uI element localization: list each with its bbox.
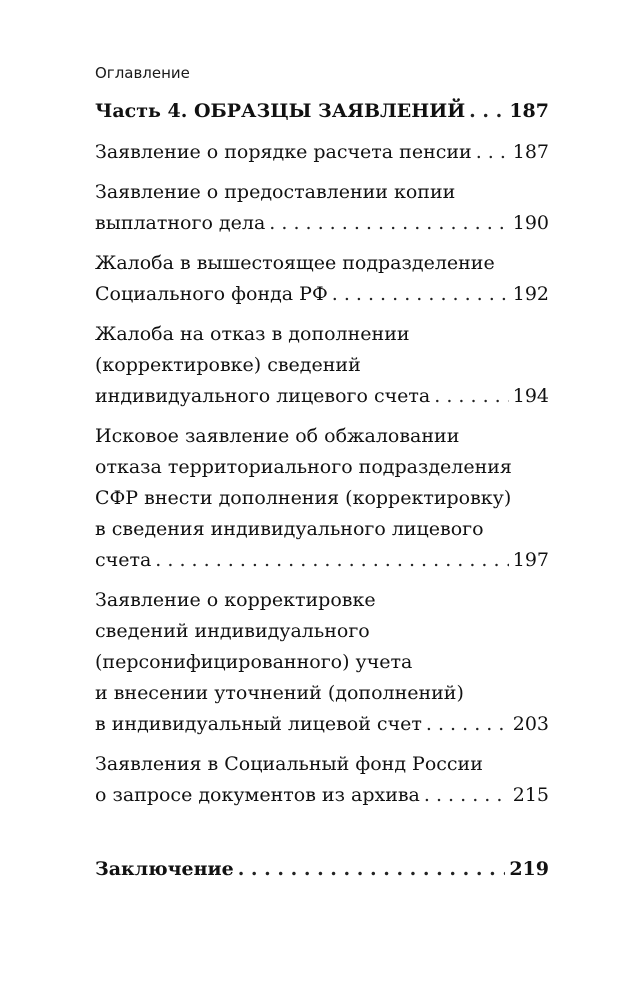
- toc-entry-last-line: [95, 137, 549, 168]
- toc-page-number: 197: [512, 549, 549, 571]
- toc-page-number: 190: [512, 212, 549, 234]
- toc-page-number: 194: [512, 385, 549, 407]
- dot-leader: [469, 96, 505, 127]
- toc-entry-lawsuit[interactable]: [95, 421, 549, 576]
- toc-entry-complaint-higher-division[interactable]: [95, 248, 549, 310]
- toc-entry-title: индивидуального лицевого счета: [95, 385, 431, 407]
- toc-entry-last-line: [95, 381, 549, 412]
- toc-entry-last-line: [95, 709, 549, 740]
- toc-entry-last-line: [95, 545, 549, 576]
- toc-entry-line: Жалоба в вышестоящее подразделение: [95, 252, 495, 274]
- toc-entry-line: (корректировке) сведений: [95, 354, 361, 376]
- table-of-contents: [95, 96, 549, 885]
- dot-leader: [424, 780, 509, 811]
- toc-page-number: 192: [512, 283, 549, 305]
- toc-entry-last-line: [95, 854, 549, 885]
- toc-entry-part-4[interactable]: [95, 96, 549, 127]
- dot-leader: [332, 279, 509, 310]
- toc-entry-last-line: [95, 208, 549, 239]
- toc-entry-title: в индивидуальный лицевой счет: [95, 713, 422, 735]
- toc-entry-line: Заявление о предоставлении копии: [95, 181, 456, 203]
- toc-entry-line: в сведения индивидуального лицевого: [95, 518, 484, 540]
- toc-entry-title: счета: [95, 549, 152, 571]
- toc-entry-title: Социального фонда РФ: [95, 283, 328, 305]
- dot-leader: [155, 545, 508, 576]
- toc-page-number: 187: [512, 141, 549, 163]
- toc-entry-title: Заключение: [95, 858, 234, 880]
- toc-entry-line: Жалоба на отказ в дополнении: [95, 323, 410, 345]
- toc-entry-pension-calculation[interactable]: [95, 137, 549, 168]
- toc-entry-line: Заявления в Социальный фонд России: [95, 753, 483, 775]
- dot-leader: [269, 208, 508, 239]
- dot-leader: [238, 854, 506, 885]
- dot-leader: [426, 709, 509, 740]
- toc-page-number: 203: [512, 713, 549, 735]
- toc-entry-last-line: [95, 780, 549, 811]
- toc-entry-title: выплатного дела: [95, 212, 266, 234]
- toc-entry-line: Заявление о корректировке: [95, 589, 376, 611]
- toc-entry-account-correction[interactable]: [95, 585, 549, 740]
- toc-entry-line: Исковое заявление об обжаловании: [95, 425, 460, 447]
- toc-entry-last-line: [95, 96, 549, 127]
- toc-entry-title: о запросе документов из архива: [95, 784, 420, 806]
- toc-entry-title: Заявление о порядке расчета пенсии: [95, 141, 472, 163]
- toc-entry-payment-file-copy[interactable]: [95, 177, 549, 239]
- toc-entry-complaint-refusal[interactable]: [95, 319, 549, 412]
- toc-entry-conclusion[interactable]: [95, 854, 549, 885]
- toc-entry-line: СФР внести дополнения (корректировку): [95, 487, 512, 509]
- toc-entry-line: отказа территориального подразделения: [95, 456, 512, 478]
- dot-leader: [476, 137, 509, 168]
- toc-entry-title: Часть 4. ОБРАЗЦЫ ЗАЯВЛЕНИЙ: [95, 100, 466, 122]
- toc-page-number: 215: [512, 784, 549, 806]
- toc-entry-last-line: [95, 279, 549, 310]
- running-head: Оглавление: [95, 64, 190, 82]
- dot-leader: [434, 381, 508, 412]
- toc-page-number: 187: [509, 100, 549, 122]
- toc-entry-line: и внесении уточнений (дополнений): [95, 682, 464, 704]
- toc-entry-line: (персонифицированного) учета: [95, 651, 413, 673]
- toc-entry-archive-request[interactable]: [95, 749, 549, 811]
- toc-page-number: 219: [509, 858, 549, 880]
- toc-entry-line: сведений индивидуального: [95, 620, 370, 642]
